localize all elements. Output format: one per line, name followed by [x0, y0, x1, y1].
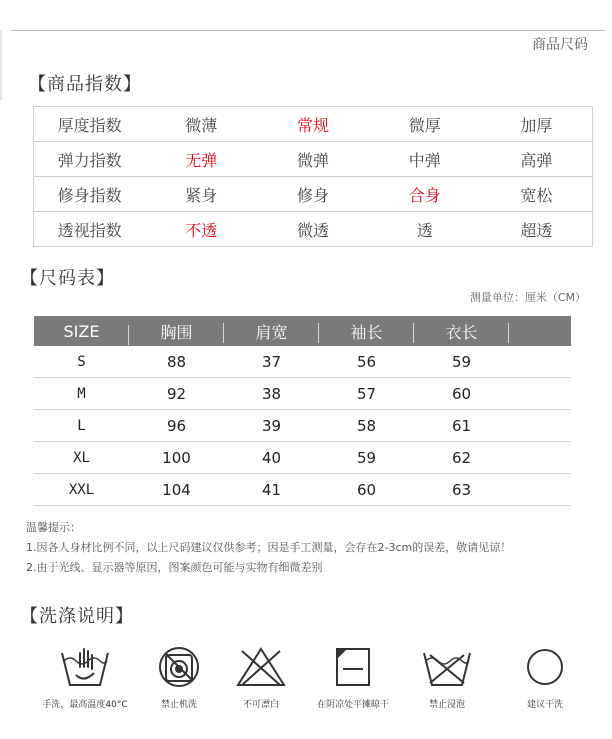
index-row-label: 修身指数 [34, 177, 146, 212]
size-cell-value: 57 [356, 384, 377, 403]
size-cell-value: 38 [261, 384, 282, 403]
size-cell-value: 100 [162, 448, 191, 467]
header-length: 衣长 [414, 320, 509, 343]
index-row-label: 透视指数 [34, 212, 146, 247]
header-shoulder: 肩宽 [224, 320, 319, 343]
size-cell-value: 92 [166, 384, 187, 403]
size-row [34, 474, 571, 506]
size-cell-value: 40 [261, 448, 282, 467]
care-item-no-bleach [216, 645, 306, 710]
header-chest: 胸围 [129, 320, 224, 343]
index-option: 透 [369, 212, 481, 247]
care-section-title: 【洗涤说明】 [20, 606, 134, 627]
index-option: 超透 [481, 212, 593, 247]
size-cell-value: 58 [356, 416, 377, 435]
size-row [34, 410, 571, 442]
index-row [34, 212, 593, 247]
header-size: SIZE [34, 322, 129, 341]
index-option: 微厚 [369, 107, 481, 142]
top-divider-left [0, 30, 2, 100]
size-section-title: 【尺码表】 [20, 268, 115, 289]
index-option: 高弹 [481, 142, 593, 177]
size-cell-value: 88 [166, 352, 187, 371]
index-option: 不透 [145, 212, 257, 247]
size-row [34, 442, 571, 474]
hand-wash-icon [58, 645, 112, 689]
size-cell-value: 60 [451, 384, 472, 403]
size-cell-size: L [77, 417, 86, 434]
size-cell-value: 37 [261, 352, 282, 371]
tips-line-2: 2.由于光线、显示器等原因，图案颜色可能与实物有细微差别 [26, 561, 323, 574]
index-row [34, 142, 593, 177]
index-option: 中弹 [369, 142, 481, 177]
size-chart-table [34, 316, 571, 506]
size-cell-value: 62 [451, 448, 472, 467]
care-label-no-bleach: 不可漂白 [242, 700, 279, 710]
index-option: 宽松 [481, 177, 593, 212]
no-soak-icon [420, 645, 474, 689]
care-item-hand-wash [40, 645, 130, 710]
care-label-dry-clean: 建议干洗 [526, 700, 563, 710]
care-item-shade-flat-dry [308, 645, 398, 710]
size-cell-value: 61 [451, 416, 472, 435]
size-row [34, 378, 571, 410]
size-cell-value: 96 [166, 416, 187, 435]
index-option: 合身 [369, 177, 481, 212]
dry-clean-icon [523, 645, 567, 689]
care-label-shade-flat-dry: 在阴凉处平摊晾干 [316, 700, 389, 710]
size-cell-value: 63 [451, 480, 472, 499]
index-option: 无弹 [145, 142, 257, 177]
size-cell-size: S [77, 353, 86, 370]
care-item-dry-clean [500, 645, 590, 710]
tips-block [26, 518, 511, 578]
product-index-table [33, 106, 593, 247]
top-divider [10, 30, 606, 31]
care-item-no-machine-wash [134, 645, 224, 710]
tips-title: 温馨提示： [26, 521, 81, 534]
header-sleeve: 袖长 [319, 320, 414, 343]
size-cell-value: 104 [162, 480, 191, 499]
shade-flat-dry-icon [331, 645, 375, 689]
size-cell-value: 41 [261, 480, 282, 499]
care-label-no-machine-wash: 禁止机洗 [160, 700, 197, 710]
index-option: 微透 [257, 212, 369, 247]
no-bleach-icon [234, 645, 288, 689]
size-cell-value: 59 [451, 352, 472, 371]
index-row [34, 177, 593, 212]
care-item-no-soak [402, 645, 492, 710]
size-chart-header [34, 316, 571, 346]
unit-note: 测量单位：厘米（CM） [469, 291, 586, 304]
size-row [34, 346, 571, 378]
index-option: 修身 [257, 177, 369, 212]
index-option: 微薄 [145, 107, 257, 142]
page-header-label: 商品尺码 [532, 37, 588, 53]
size-cell-value: 60 [356, 480, 377, 499]
size-cell-value: 59 [356, 448, 377, 467]
index-row-label: 弹力指数 [34, 142, 146, 177]
index-option: 紧身 [145, 177, 257, 212]
tips-line-1: 1.因各人身材比例不同，以上尺码建议仅供参考；因是手工测量，会存在2-3cm的误差，敬请见谅！ [26, 541, 512, 554]
index-option: 微弹 [257, 142, 369, 177]
size-cell-size: XL [73, 449, 90, 466]
size-cell-value: 56 [356, 352, 377, 371]
index-option: 加厚 [481, 107, 593, 142]
index-section-title: 【商品指数】 [28, 74, 142, 95]
index-row-label: 厚度指数 [34, 107, 146, 142]
no-machine-wash-icon [156, 645, 202, 689]
size-cell-size: XXL [68, 481, 95, 498]
index-row [34, 107, 593, 142]
size-cell-value: 39 [261, 416, 282, 435]
index-option: 常规 [257, 107, 369, 142]
care-label-no-soak: 禁止浸泡 [428, 700, 465, 710]
care-label-hand-wash: 手洗，最高温度40°C [42, 700, 128, 710]
size-cell-size: M [77, 385, 86, 402]
